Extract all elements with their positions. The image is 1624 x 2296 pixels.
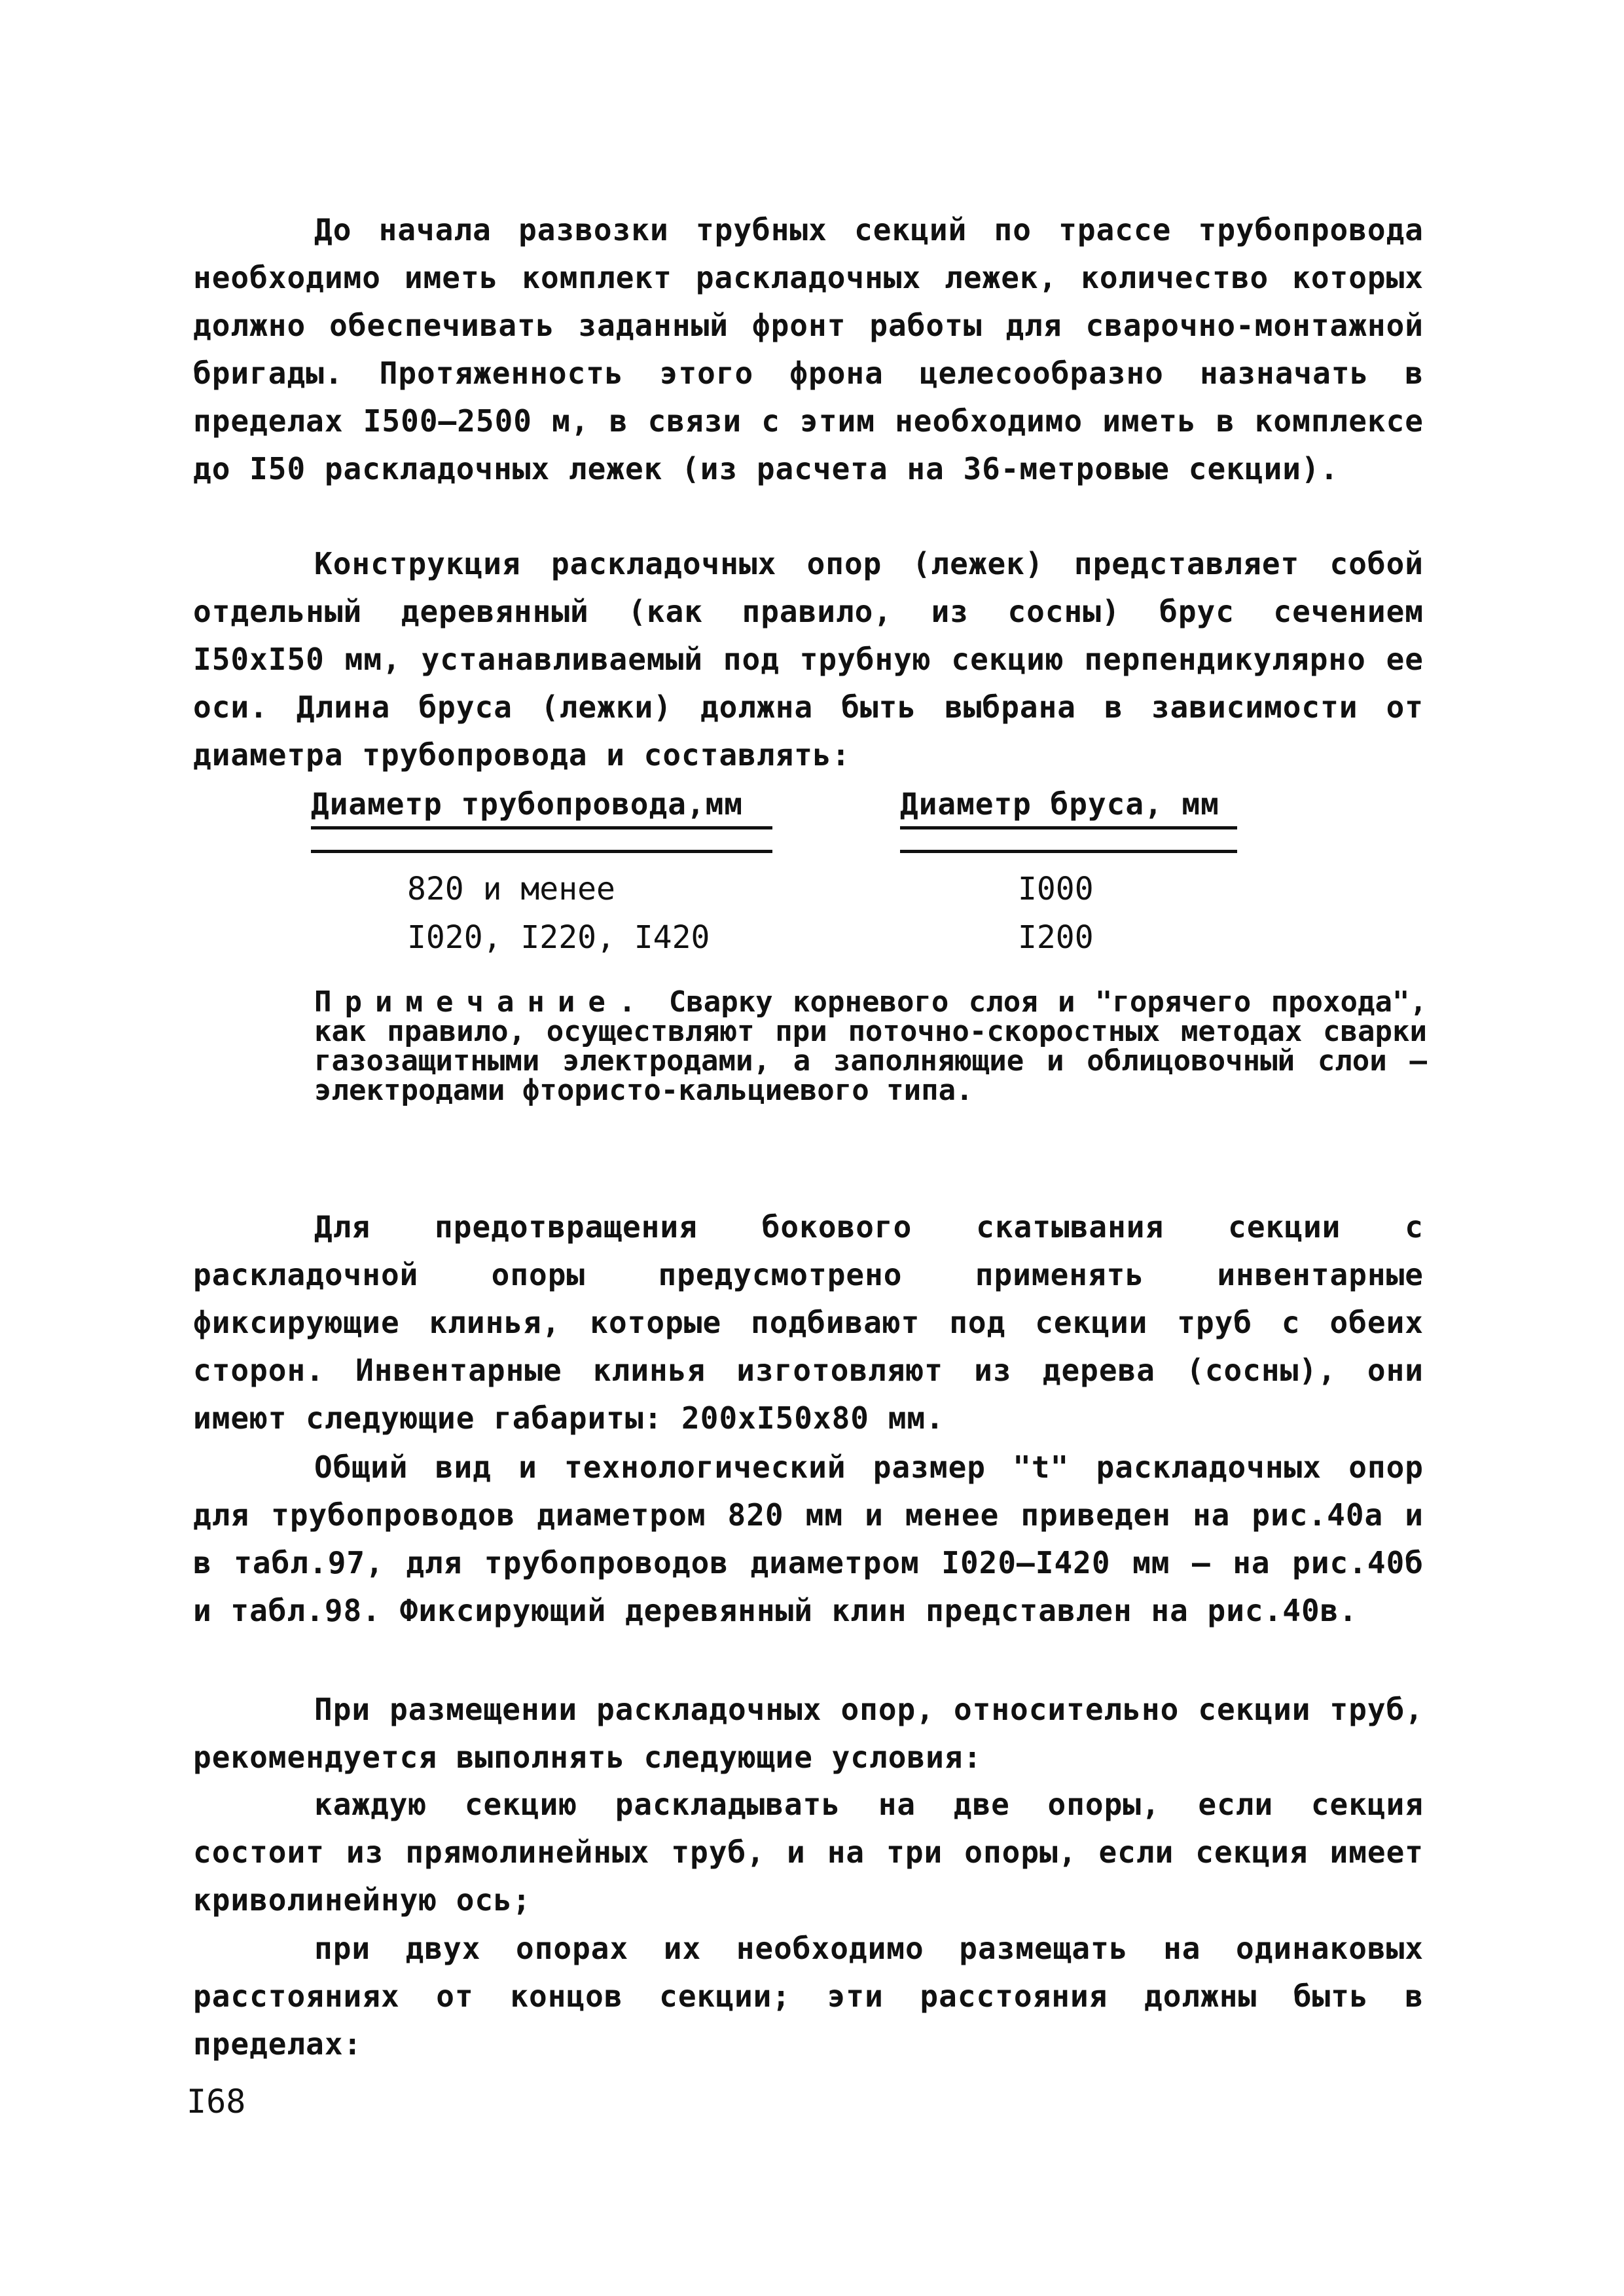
table-header-beam-diameter: Диаметр бруса, мм [900, 786, 1219, 822]
table-header-underline-2 [900, 826, 1237, 829]
table-cell-pipe: 820 и менее [407, 871, 615, 907]
note-label: Примечание. [314, 985, 649, 1019]
paragraph-general-view: Общий вид и технологический размер "t" раскладочных опор для трубопроводов диаметром 820 мм и менее приведен на рис.40а и в табл.97, для трубопроводов диаметром I020–I420 мм – на рис.40б и табл.98. Фиксирующий деревянный клин представлен на рис.40в. [193, 1449, 1424, 1628]
table-cell-beam: I200 [1018, 919, 1094, 956]
table-header-underline-1 [311, 826, 772, 829]
table-header-rule-2 [900, 850, 1237, 853]
table-header-rule-1 [311, 850, 772, 853]
paragraph-two-or-three-supports: каждую секцию раскладывать на две опоры, если секция состоит из прямолинейных труб, и на три опоры, если секция имеет криволинейную ось; [193, 1787, 1424, 1918]
paragraph-wedges: Для предотвращения бокового скатывания секции с раскладочной опоры предусмотрено применять инвентарные фиксирующие клинья, которые подбивают под секции труб с обеих сторон. Инвентарные клинья изготовляют из дерева (сосны), они имеют следующие габариты: 200хI50х80 мм. [193, 1209, 1424, 1436]
table-header-pipe-diameter: Диаметр трубопровода,мм [311, 786, 743, 822]
table-cell-pipe: I020, I220, I420 [407, 919, 710, 956]
paragraph-equal-distances: при двух опорах их необходимо размещать на одинаковых расстояниях от концов секции; эти расстояния должны быть в пределах: [193, 1931, 1424, 2062]
paragraph-support-construction: Конструкция раскладочных опор (лежек) представляет собой отдельный деревянный (как правило, из сосны) брус сечением I50хI50 мм, устанавливаемый под трубную секцию перпендикулярно ее оси. Длина бруса (лежки) должна быть выбрана в зависимости от диаметра трубопровода и составлять: [193, 546, 1424, 773]
paragraph-placement-conditions: При размещении раскладочных опор, относительно секции труб, рекомендуется выполнять следующие условия: [193, 1692, 1424, 1775]
note-block [314, 987, 1427, 1105]
note-text: Сварку корневого слоя и "горячего прохода", как правило, осуществляют при поточно-скоростных методах сварки газозащитными электродами, а заполняющие и облицовочный слои – электродами фтористо-кальциевого типа. [314, 985, 1427, 1107]
page-number: I68 [187, 2083, 246, 2121]
paragraph-formwork-supports: До начала развозки трубных секций по трассе трубопровода необходимо иметь комплект раскладочных лежек, количество которых должно обеспечивать заданный фронт работы для сварочно-монтажной бригады. Протяженность этого фрона целесообразно назначать в пределах I500–2500 м, в связи с этим необходимо иметь в комплексе до I50 раскладочных лежек (из расчета на 36-метровые секции). [193, 212, 1424, 486]
table-cell-beam: I000 [1018, 871, 1094, 907]
